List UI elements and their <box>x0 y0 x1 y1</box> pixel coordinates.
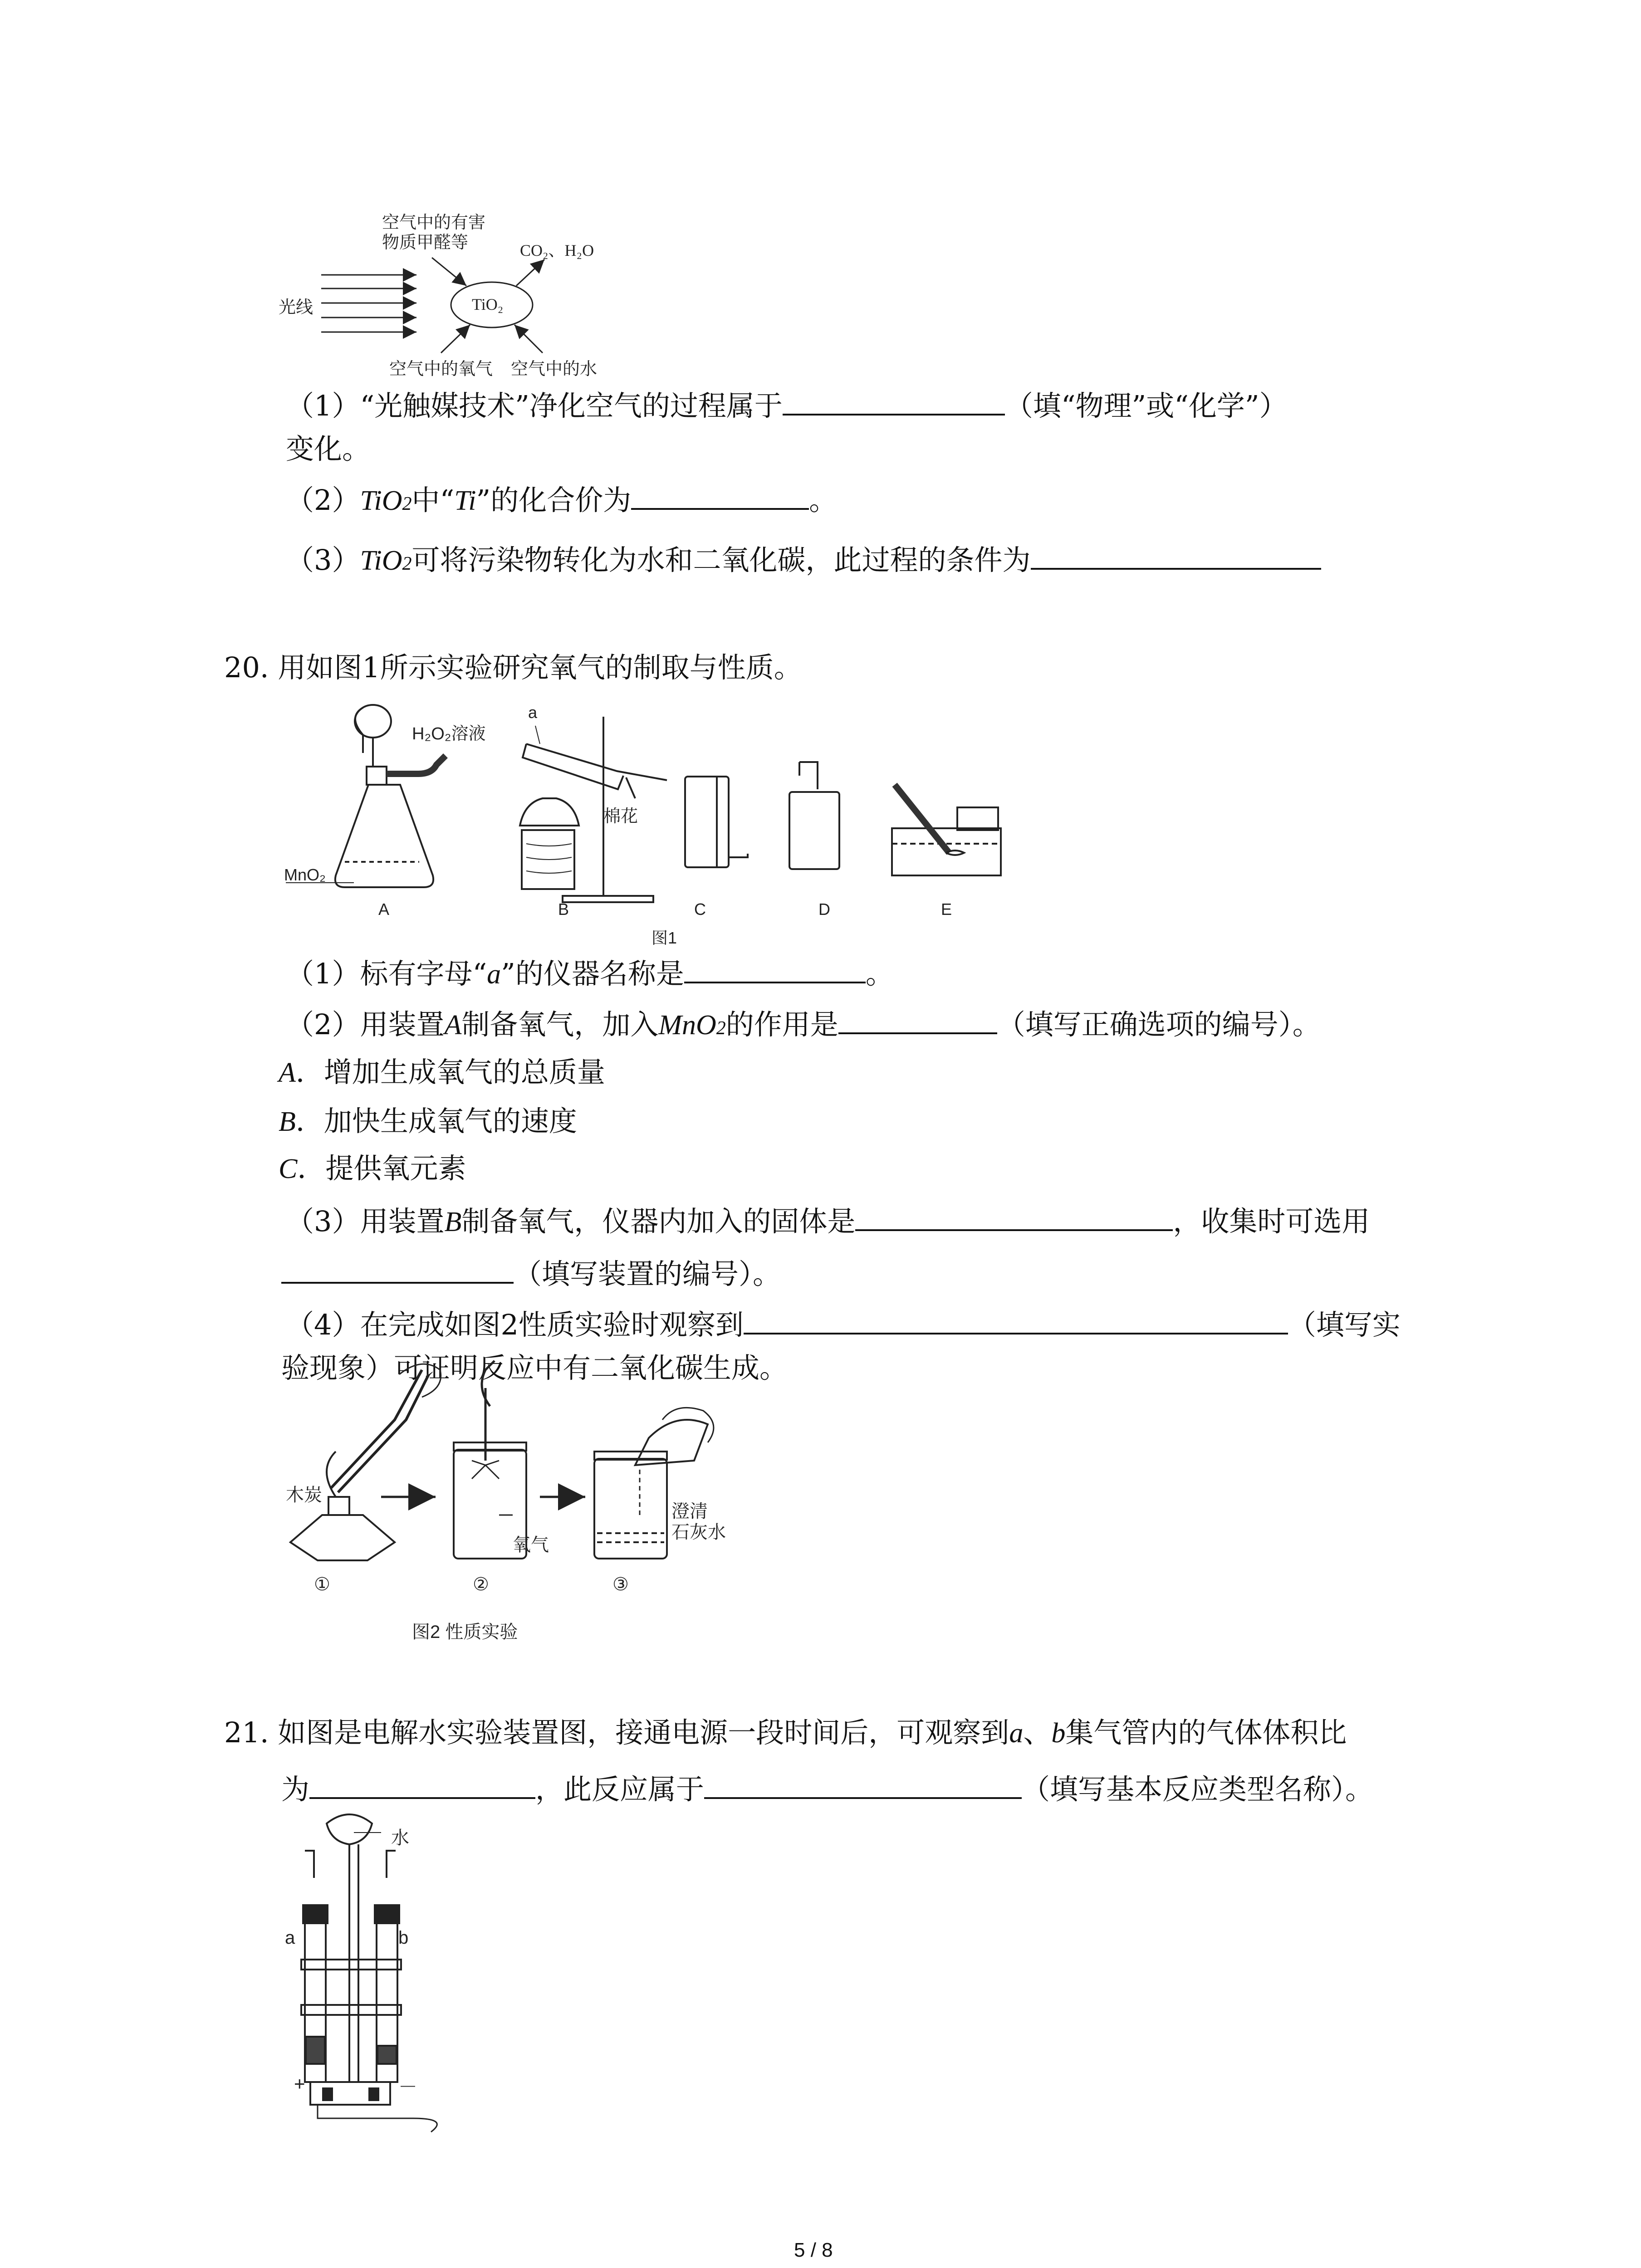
q21-line2-hint: （填写基本反应类型名称）。 <box>1022 1773 1374 1806</box>
fig1-mno2-label: MnO₂ <box>284 865 326 884</box>
fig2-step-2: ② <box>473 1574 489 1594</box>
q21-line2-text: ，此反应属于 <box>535 1773 705 1806</box>
q19-part3-subscript: 2 <box>402 553 412 574</box>
q20-part3-device: B <box>444 1207 462 1237</box>
option-b-letter: B <box>279 1106 296 1137</box>
q21-separator: 、 <box>1023 1716 1052 1749</box>
q20-part4-hint: （填写实 <box>1288 1308 1401 1341</box>
option-c-letter: C <box>279 1154 298 1184</box>
diagram-water-label: 空气中的水 <box>511 360 598 379</box>
fig2-caption: 图2 性质实验 <box>412 1622 518 1642</box>
fig2-limewater-line2: 石灰水 <box>671 1522 726 1542</box>
fig2-charcoal-label: 木炭 <box>286 1485 322 1505</box>
option-c-text: ．提供氧元素 <box>297 1152 466 1185</box>
option-a-text: ．增加生成氧气的总质量 <box>295 1056 605 1089</box>
fig2-limewater-line1: 澄清 <box>671 1501 708 1521</box>
fig2-step-3: ③ <box>612 1574 629 1594</box>
fig1-label-a: A <box>378 900 390 919</box>
q19-part1-text: （1）“光触媒技术”净化空气的过程属于 <box>286 389 783 422</box>
q20-part1-text: （1）标有字母“ <box>286 957 487 990</box>
fig2-oxygen-label: 氧气 <box>513 1535 549 1555</box>
q19-part3-formula: TiO <box>360 545 402 576</box>
fig1-h2o2-label: H₂O₂溶液 <box>412 724 486 743</box>
q19-part2-formula: TiO <box>360 485 402 516</box>
q19-part2-text2: ”的化合价为 <box>476 484 632 517</box>
q20-part1-end: 。 <box>865 957 894 990</box>
fig1-caption: 图1 <box>652 929 677 947</box>
q20-part2-text2: 制备氧气，加入 <box>461 1008 659 1041</box>
diagram-harmful-line2: 物质甲醛等 <box>382 233 469 252</box>
option-a-letter: A <box>279 1057 296 1088</box>
q20-part2-text: （2）用装置 <box>286 1008 445 1041</box>
diagram-tio2-center: TiO₂ <box>472 295 504 313</box>
q21-letter-b: b <box>1051 1718 1066 1749</box>
q19-part3-prefix: （3） <box>286 543 360 577</box>
q20-part4-text: （4）在完成如图2性质实验时观察到 <box>286 1308 744 1341</box>
diagram-light-label: 光线 <box>279 298 314 317</box>
electrolysis-water-label: 水 <box>391 1828 409 1848</box>
fig1-label-b: B <box>558 900 569 919</box>
q19-part2-prefix: （2） <box>286 484 360 517</box>
q20-title: 20. 用如图1所示实验研究氧气的制取与性质。 <box>224 651 802 684</box>
fig1-label-c: C <box>694 900 706 919</box>
fig1-label-e: E <box>941 900 952 919</box>
q19-part3-text: 可将污染物转化为水和二氧化碳，此过程的条件为 <box>411 543 1031 577</box>
q20-part3-text3: ，收集时可选用 <box>1173 1205 1370 1238</box>
q20-part1-letter: a <box>487 959 501 990</box>
q20-part3-text2: 制备氧气，仪器内加入的固体是 <box>461 1205 856 1238</box>
q20-part2-device: A <box>444 1010 462 1041</box>
q19-part2-end: 。 <box>809 484 838 517</box>
fig1-a-label: a <box>528 703 538 722</box>
q20-part2-text3: 的作用是 <box>725 1008 838 1041</box>
option-b-text: ．加快生成氧气的速度 <box>295 1105 577 1138</box>
q19-part1-hint: （填“物理”或“化学”） <box>1004 389 1288 422</box>
fig2-step-1: ① <box>314 1574 330 1594</box>
diagram-products: CO₂、H₂O <box>520 241 594 259</box>
q21-line2-prefix: 为 <box>281 1773 310 1806</box>
q19-part2-subscript: 2 <box>402 494 412 514</box>
q21-title-text2: 集气管内的气体体积比 <box>1065 1716 1347 1749</box>
page-number: 5 / 8 <box>794 2239 833 2261</box>
q20-part2-formula: MnO <box>658 1010 716 1041</box>
electrolysis-plus-label: + <box>294 2073 305 2094</box>
q21-title-text: 21. 如图是电解水实验装置图，接通电源一段时间后，可观察到 <box>224 1716 1009 1749</box>
electrolysis-b-label: b <box>398 1928 409 1948</box>
q20-part2-hint: （填写正确选项的编号）。 <box>997 1008 1321 1041</box>
electrolysis-minus-label: － <box>398 2076 418 2097</box>
q20-part3-text: （3）用装置 <box>286 1205 445 1238</box>
diagram-oxygen-label: 空气中的氧气 <box>389 360 493 379</box>
q20-part1-text2: ”的仪器名称是 <box>501 957 684 990</box>
q19-part1-line2: 变化。 <box>286 432 371 465</box>
q20-part2-subscript: 2 <box>716 1018 726 1039</box>
q20-part3-hint: （填写装置的编号）。 <box>514 1257 781 1290</box>
fig1-label-d: D <box>818 900 830 919</box>
q19-part2-ti: Ti <box>454 485 476 516</box>
fig1-cotton-label: 棉花 <box>603 807 638 826</box>
q19-part2-text: 中“ <box>411 484 455 517</box>
diagram-harmful-line1: 空气中的有害 <box>382 213 486 232</box>
electrolysis-a-label: a <box>285 1928 295 1948</box>
q21-letter-a: a <box>1009 1718 1024 1749</box>
q20-part4-line2: 验现象）可证明反应中有二氧化碳生成。 <box>281 1351 788 1384</box>
